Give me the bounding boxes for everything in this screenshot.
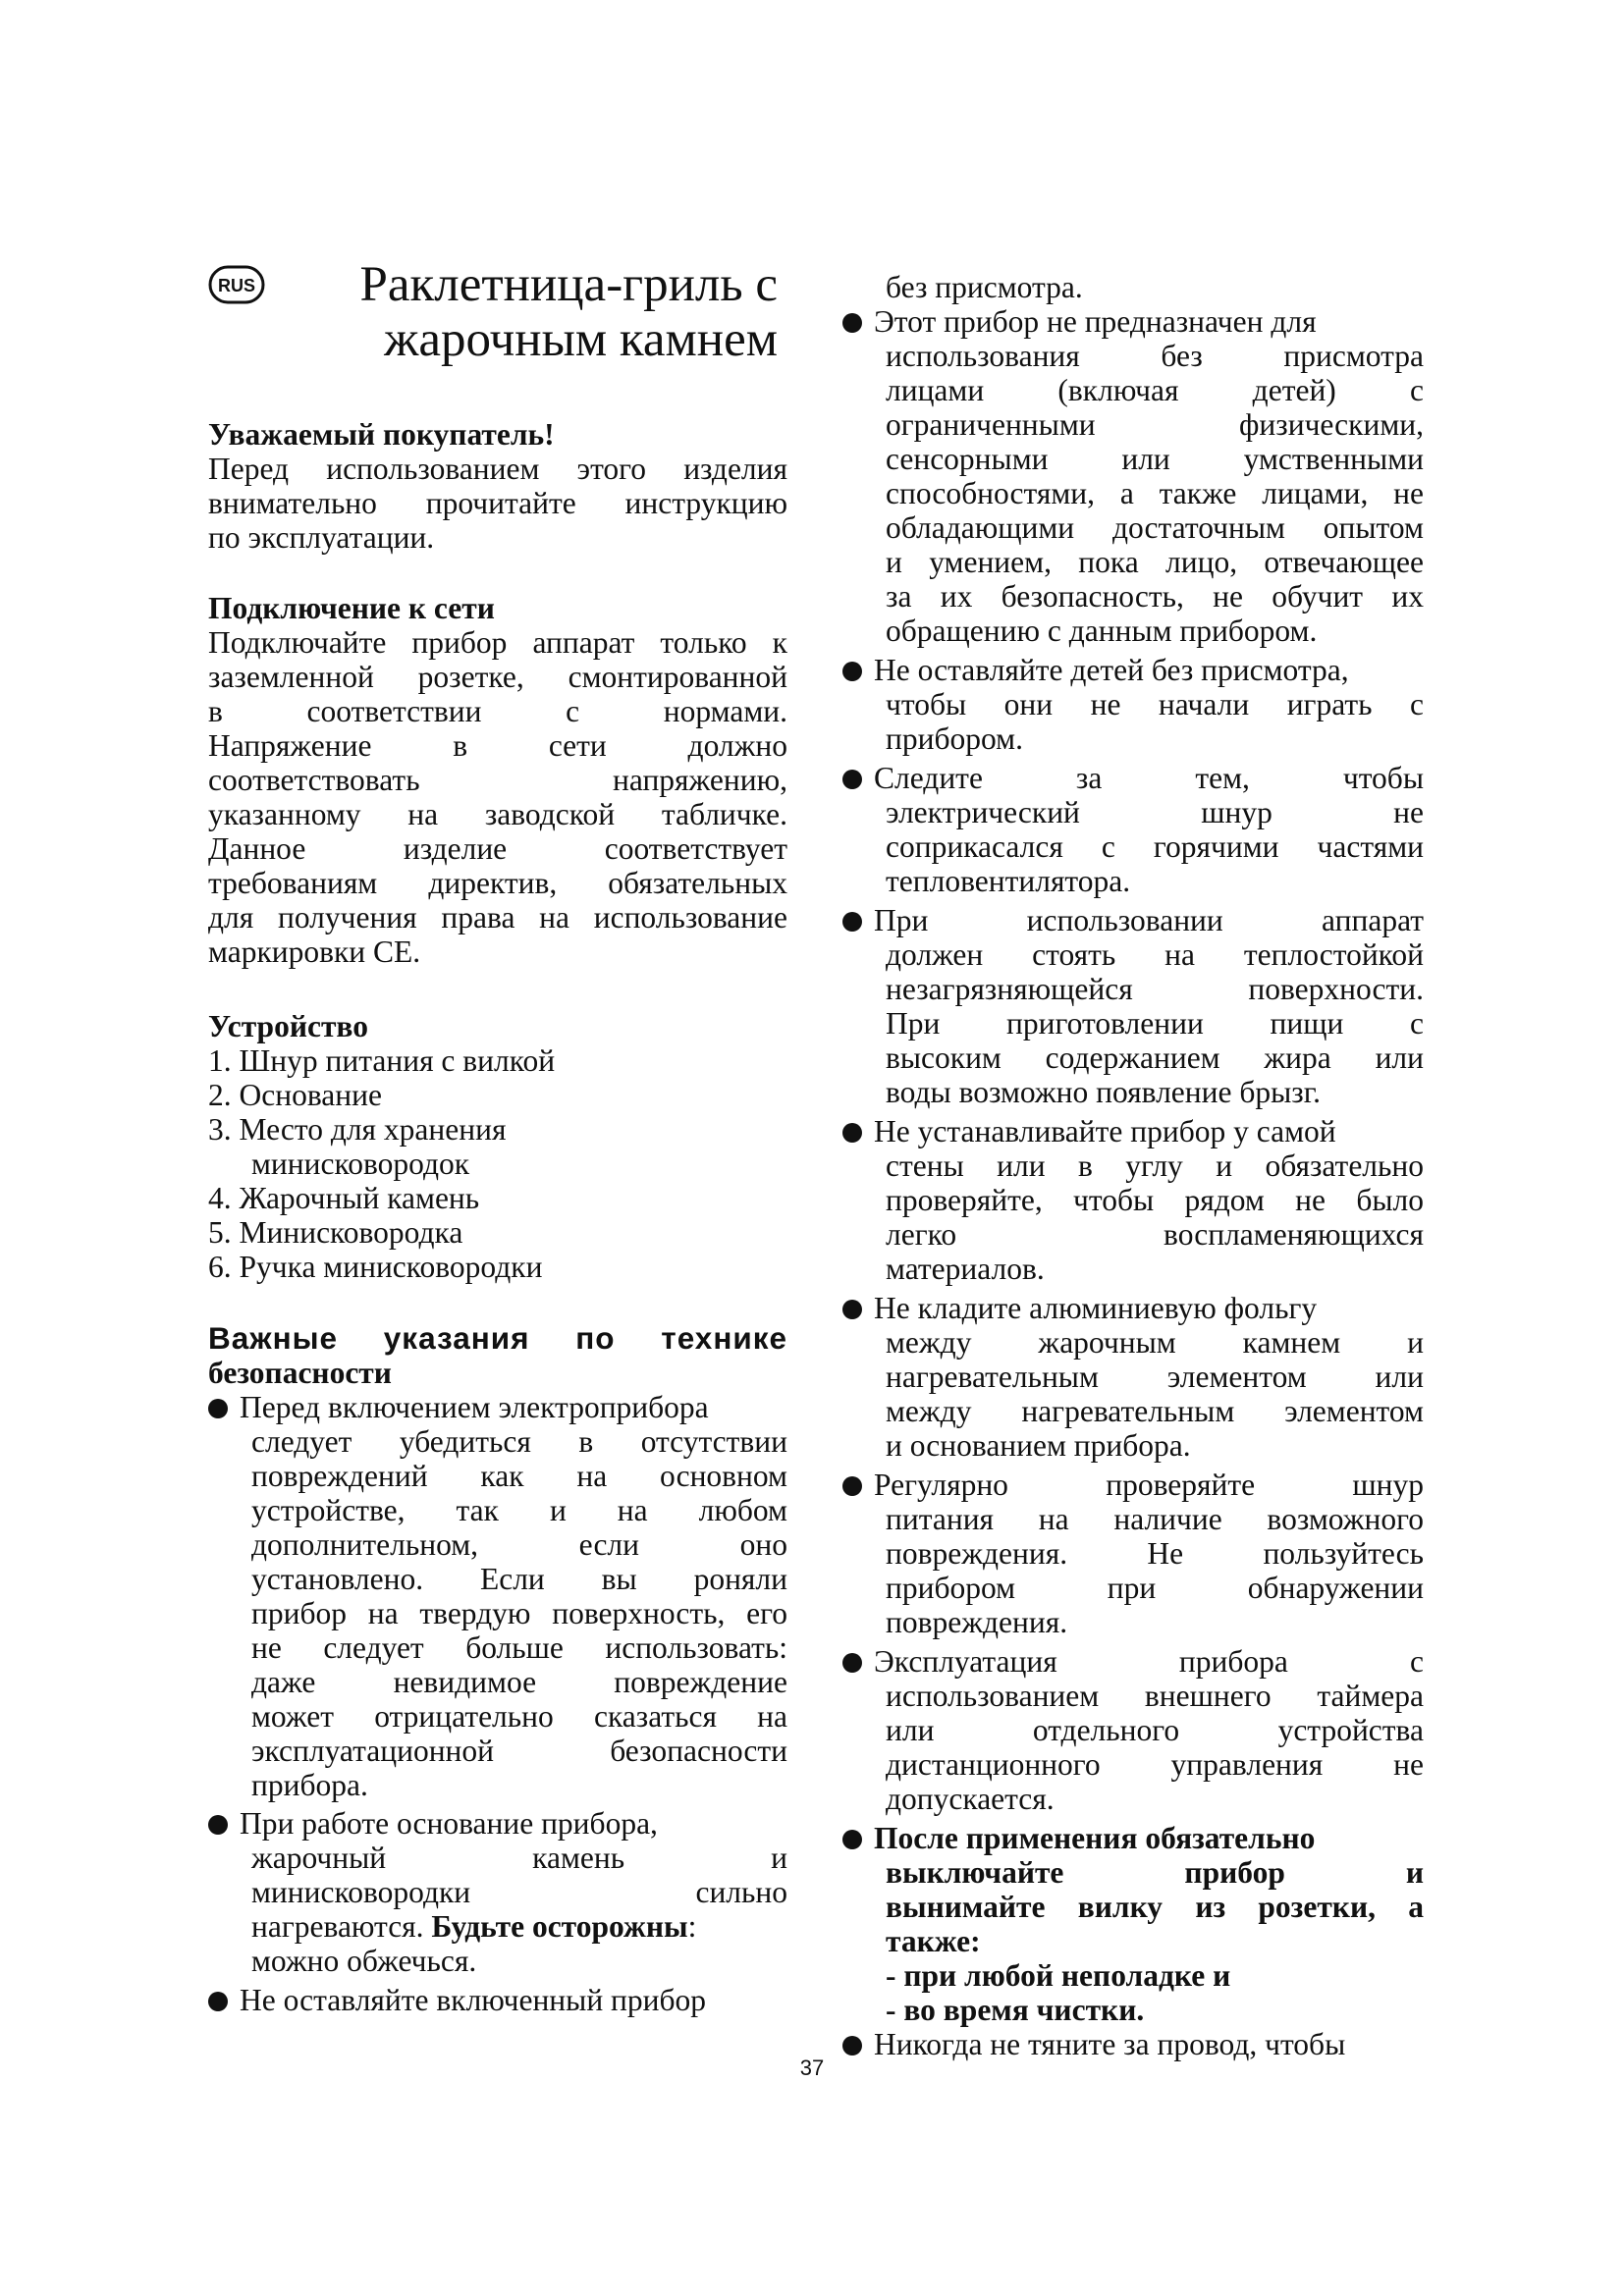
device-item: 4. Жарочный камень [208, 1181, 480, 1215]
text-line: обращению с данным прибором. [886, 614, 1318, 648]
bold-text-line: - во время чистки. [886, 1993, 1145, 2027]
bullet-icon [842, 1476, 862, 1496]
text-line: можно обжечься. [251, 1944, 477, 1978]
bullet-icon [842, 662, 862, 681]
text-line: или отдельного устройства [886, 1713, 1424, 1747]
text-line: и основанием прибора. [886, 1428, 1191, 1463]
text-line: между жарочным камнем и [886, 1325, 1424, 1360]
text-line: незагрязняющейся поверхности. [886, 972, 1424, 1006]
text-line: При работе основание прибора, [240, 1806, 658, 1841]
text-line: допускается. [886, 1782, 1055, 1816]
text-line: Перед использованием этого изделия [208, 452, 787, 486]
text-line: электрический шнур не [886, 795, 1424, 829]
text-line: сенсорными или умственными [886, 442, 1424, 476]
device-item: 1. Шнур питания с вилкой [208, 1043, 556, 1078]
text-line: дистанционного управления не [886, 1747, 1424, 1782]
device-item: 6. Ручка минисковородки [208, 1250, 543, 1284]
text-line: маркировки СЕ. [208, 934, 421, 969]
text-line: нагревательным элементом или [886, 1360, 1424, 1394]
bullet-icon [842, 912, 862, 932]
bullet-icon [842, 1300, 862, 1319]
text-line: эксплуатационной безопасности [251, 1734, 787, 1768]
text-line: Регулярно проверяйте шнур [874, 1468, 1424, 1502]
text-line: по эксплуатации. [208, 520, 435, 555]
text-line: Никогда не тяните за провод, чтобы [874, 2027, 1346, 2061]
text-line: не следует больше использовать: [251, 1630, 787, 1665]
text-line: даже невидимое повреждение [251, 1665, 787, 1699]
text-line: Подключайте прибор аппарат только к [208, 625, 787, 660]
bullet-icon [208, 1399, 228, 1418]
greeting-heading: Уважаемый покупатель! [208, 417, 555, 452]
text-line: устройстве, так и на любом [251, 1493, 787, 1527]
text-line: питания на наличие возможного [886, 1502, 1424, 1536]
bold-text-line: вынимайте вилку из розетки, а [886, 1890, 1424, 1924]
text-line: прибором при обнаружении [886, 1571, 1424, 1605]
text-line: материалов. [886, 1252, 1045, 1286]
text-line: Эксплуатация прибора с [874, 1644, 1424, 1679]
device-item: 5. Минисковородка [208, 1215, 463, 1250]
page-title-line-1: Раклетница-гриль с [359, 257, 778, 312]
text-line: Не оставляйте детей без присмотра, [874, 653, 1349, 687]
text-line: тепловентилятора. [886, 864, 1131, 898]
text-line: стены или в углу и обязательно [886, 1148, 1424, 1183]
text-line: прибор на твердую поверхность, его [251, 1596, 787, 1630]
text-line: заземленной розетке, смонтированной [208, 660, 787, 694]
text-line: повреждения. Не пользуйтесь [886, 1536, 1424, 1571]
text-line: для получения права на использование [208, 900, 787, 934]
text-line: повреждений как на основном [251, 1459, 787, 1493]
text-line: Перед включением электроприбора [240, 1390, 709, 1424]
rus-badge-text: RUS [217, 276, 256, 295]
text-line: ограниченными физическими, [886, 407, 1424, 442]
text-line: Этот прибор не предназначен для [874, 304, 1317, 339]
device-item: 2. Основание [208, 1078, 382, 1112]
text-line: чтобы они не начали играть с [886, 687, 1424, 721]
text-line: следует убедиться в отсутствии [251, 1424, 787, 1459]
text-fragment: : [687, 1909, 697, 1944]
bold-text-line: выключайте прибор и [886, 1855, 1424, 1890]
text-line: прибора. [251, 1768, 368, 1802]
text-line: за их безопасность, не обучит их [886, 579, 1424, 614]
bullet-icon [842, 2036, 862, 2056]
rus-language-badge [208, 265, 265, 304]
text-line: жарочный камень и [251, 1841, 787, 1875]
text-line: лицами (включая детей) с [886, 373, 1424, 407]
text-line: воды возможно появление брызг. [886, 1075, 1321, 1109]
text-line: высоким содержанием жира или [886, 1041, 1424, 1075]
text-line: обладающими достаточным опытом [886, 510, 1424, 545]
bullet-icon [842, 1830, 862, 1849]
bold-text-line: - при любой неполадке и [886, 1958, 1231, 1993]
device-item: 3. Место для хранения [208, 1112, 507, 1147]
text-line: может отрицательно сказаться на [251, 1699, 787, 1734]
bullet-icon [842, 1123, 862, 1143]
text-line: и умением, пока лицо, отвечающее [886, 545, 1424, 579]
text-line: без присмотра. [886, 270, 1083, 304]
text-line: дополнительном, если оно [251, 1527, 787, 1562]
text-line: Не оставляйте включенный прибор [240, 1983, 707, 2017]
text-line: требованиям директив, обязательных [208, 866, 787, 900]
text-line: Следите за тем, чтобы [874, 761, 1424, 795]
bullet-icon [842, 770, 862, 789]
device-heading: Устройство [208, 1009, 368, 1043]
text-line: соприкасался с горячими частями [886, 829, 1424, 864]
text-line: указанному на заводской табличке. [208, 797, 787, 831]
bullet-icon [208, 1815, 228, 1835]
power-heading: Подключение к сети [208, 591, 495, 625]
text-line: соответствовать напряжению, [208, 763, 787, 797]
bullet-icon [842, 313, 862, 333]
text-line: между нагревательным элементом [886, 1394, 1424, 1428]
warning-text: Будьте осторожны [431, 1909, 688, 1944]
text-line: использованием внешнего таймера [886, 1679, 1424, 1713]
bullet-icon [842, 1653, 862, 1673]
text-line: минисковородки сильно [251, 1875, 787, 1909]
text-line: прибором. [886, 721, 1023, 756]
bullet-icon [208, 1992, 228, 2011]
page-number: 37 [799, 2056, 825, 2080]
text-line: повреждения. [886, 1605, 1068, 1639]
bold-text-line: После применения обязательно [874, 1821, 1316, 1855]
safety-heading: Важные указания по технике [208, 1320, 787, 1356]
text-line: Данное изделие соответствует [208, 831, 787, 866]
page-title-line-2: жарочным камнем [384, 312, 778, 367]
text-line: установлено. Если вы роняли [251, 1562, 787, 1596]
text-line: способностями, а также лицами, не [886, 476, 1424, 510]
text-line: Напряжение в сети должно [208, 728, 787, 763]
text-line: внимательно прочитайте инструкцию [208, 486, 787, 520]
text-line: проверяйте, чтобы рядом не было [886, 1183, 1424, 1217]
text-line: использования без присмотра [886, 339, 1424, 373]
text-line: Не устанавливайте прибор у самой [874, 1114, 1336, 1148]
safety-heading-2: безопасности [208, 1356, 392, 1390]
text-line: должен стоять на теплостойкой [886, 937, 1424, 972]
text-line: При приготовлении пищи с [886, 1006, 1424, 1041]
text-fragment: нагреваются. [251, 1909, 432, 1944]
text-line: При использовании аппарат [874, 903, 1424, 937]
bold-text-line: также: [886, 1924, 981, 1958]
device-item: минисковородок [251, 1147, 470, 1181]
text-line [251, 1909, 696, 1944]
text-line: в соответствии с нормами. [208, 694, 787, 728]
text-line: Не кладите алюминиевую фольгу [874, 1291, 1318, 1325]
text-line: легко воспламеняющихся [886, 1217, 1424, 1252]
